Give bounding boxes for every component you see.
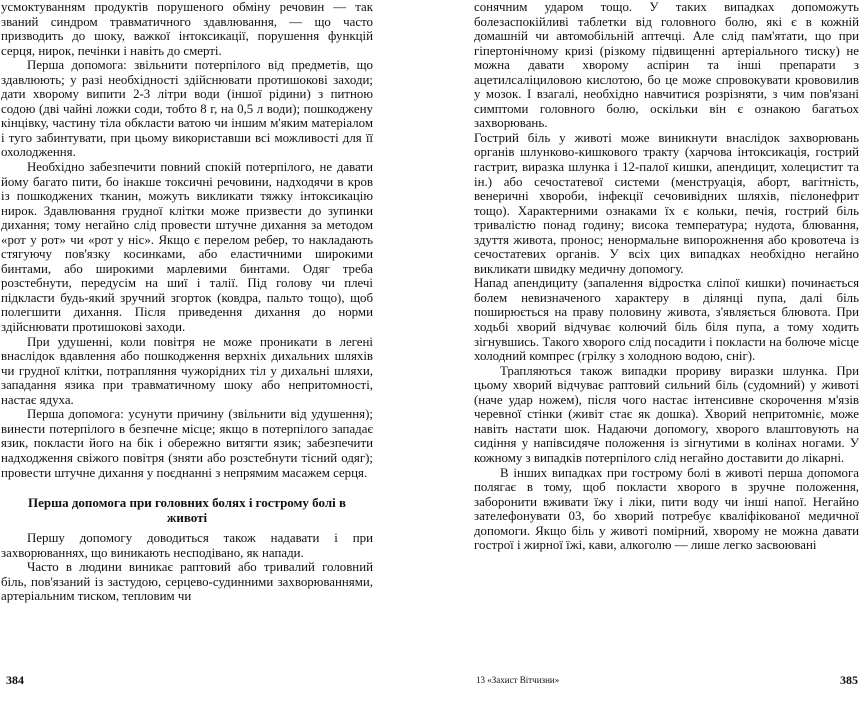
paragraph: усмоктуванням продуктів порушеного обміну речовин — так званий синдром травматичного здавлювання, — що часто призводить до шоку, важкої інтоксикації, порушення функцій серця, нирок, печінки і навіть до смерті. — [1, 0, 373, 58]
paragraph: Необхідно забезпечити повний спокій потерпілого, не давати йому багато пити, бо інакше токсичні речовини, надходячи в кров із пошкоджених тканин, можуть викликати тяжку інтоксикацію нирок. Здавлювання грудної клітки може призвести до зупинки дихання; тому негайно слід провести штучне дихання за методом «рот у рот» чи «рот у ніс». Якщо є перелом ребер, то накладають стягуючу пов'язку косинками, або еластичними широкими бинтами, або широкими марлевими бинтами. Одяг треба розстебнути, передусім на шиї і талії. Під голову чи плечі підкласти будь-який зручний згорток (ковдра, пальто тощо), щоб полегшити дихання. Після приведення дихання до норми здійснювати протишокові заходи. — [1, 160, 373, 335]
left-page — [0, 0, 400, 716]
paragraph: сонячним ударом тощо. У таких випадках допоможуть болезаспокійливі таблетки від головного болю, які є в кожній домашній чи автомобільній аптечці. Але слід пам'ятати, що при гіпертонічному кризі (різкому підвищенні артеріального тиску) не можна давати хворому аспірин та інші препарати з ацетилсаліциловою кислотою, бо це може спровокувати крововилив у мозок. І взагалі, необхідно навчитися розрізняти, з чим пов'язані симптоми головного болю, оскільки він є ознакою багатьох захворювань. — [474, 0, 859, 131]
paragraph: Першу допомогу доводиться також надавати і при захворюваннях, що виникають несподівано, як напади. — [1, 531, 373, 560]
section-heading: Перша допомога при головних болях і гострому болі в животі — [28, 495, 346, 525]
paragraph: В інших випадках при гострому болі в животі перша допомога полягає в тому, щоб покласти хворого в зручне положення, заборонити вживати їжу і ліки, пити воду чи інші напої. Негайно зателефонувати 03, бо хворий потребує кваліфікованої медичної допомоги. Якщо біль у животі помірний, хворому не можна давати гострої і жирної їжі, кави, алкоголю — лише легко засвоювані — [474, 465, 859, 553]
paragraph: При удушенні, коли повітря не може проникати в легені внаслідок вдавлення або пошкодження верхніх дихальних шляхів чи грудної клітки, потрапляння чужорідних тіл у дихальні шляхи, западання язика при травматичному шоку або непритомності, настає ядуха. — [1, 334, 373, 407]
paragraph: Перша допомога: усунути причину (звільнити від удушення); винести потерпілого в безпечне місце; якщо в потерпілого западає язик, покласти його на бік і обережно витягти язик; забезпечити надходження свіжого повітря (зняти або розстебнути тісний одяг); провести штучне дихання у поєднанні з непрямим масажем серця. — [1, 407, 373, 480]
paragraph: Гострий біль у животі може виникнути внаслідок захворювань органів шлунково-кишкового тракту (харчова інтоксикація, гострий гастрит, виразка шлунка і 12-палої кишки, апендицит, холецистит та ін.) або сечостатевої системи (менструація, аборт, вагітність, венеричні хвороби, інфекції сечовивідних шляхів, пієлонефрит тощо). Характерними ознаками їх є кольки, печія, гострий біль тривалістю понад годину; висока температура; нудота, блювання, здуття живота, пронос; ненормальне випорожнення або кровотеча із сечостатевих органів. У всіх цих випадках необхідно негайно викликати швидку медичну допомогу. — [474, 130, 859, 276]
page-number-right: 385 — [840, 673, 858, 687]
printer-signature: 13 «Захист Вітчизни» — [476, 675, 560, 685]
page-number-left: 384 — [6, 673, 24, 687]
paragraph: Напад апендициту (запалення відростка сліпої кишки) починається болем невизначеного характеру в ділянці пупа, далі біль поширюється на праву половину живота, з'являється блювота. При ходьбі хворий відчуває колючий біль біля пупа, а тому ходить зігнувшись. Такого хворого слід посадити і покласти на болюче місце холодний компрес (грілку з холодною водою, сніг). — [474, 276, 859, 364]
paragraph: Трапляються також випадки прориву виразки шлунка. При цьому хворий відчуває раптовий сильний біль (судомний) у животі (наче удар ножем), після чого настає інтенсивне скорочення м'язів черевної стінки (живіт стає як дошка). Хворий непритомніє, може навіть настати шок. Надаючи допомогу, хворого влаштовують на сидіння у напівсидяче положення із зігнутими в колінах ногами. У кожному з випадків потерпілого слід негайно доставити до лікарні. — [474, 363, 859, 465]
right-page — [460, 0, 862, 716]
right-text-column — [474, 0, 859, 553]
paragraph: Часто в людини виникає раптовий або тривалий головний біль, пов'язаний із застудою, серцево-судинними захворюваннями, артеріальним тиском, тепловим чи — [1, 560, 373, 604]
paragraph: Перша допомога: звільнити потерпілого від предметів, що здавлюють; у разі необхідності здійснювати протишокові заходи; дати хворому випити 2-3 літри води (іншої рідини) з питною содою (дві чайні ложки соди, тобто 8 г, на 0,5 л води); пошкоджену кінцівку, частину тіла обкласти ватою чи іншим м'яким матеріалом і туго забинтувати, при цьому використавши всі можливості для її охолодження. — [1, 58, 373, 160]
left-text-column — [1, 0, 373, 604]
